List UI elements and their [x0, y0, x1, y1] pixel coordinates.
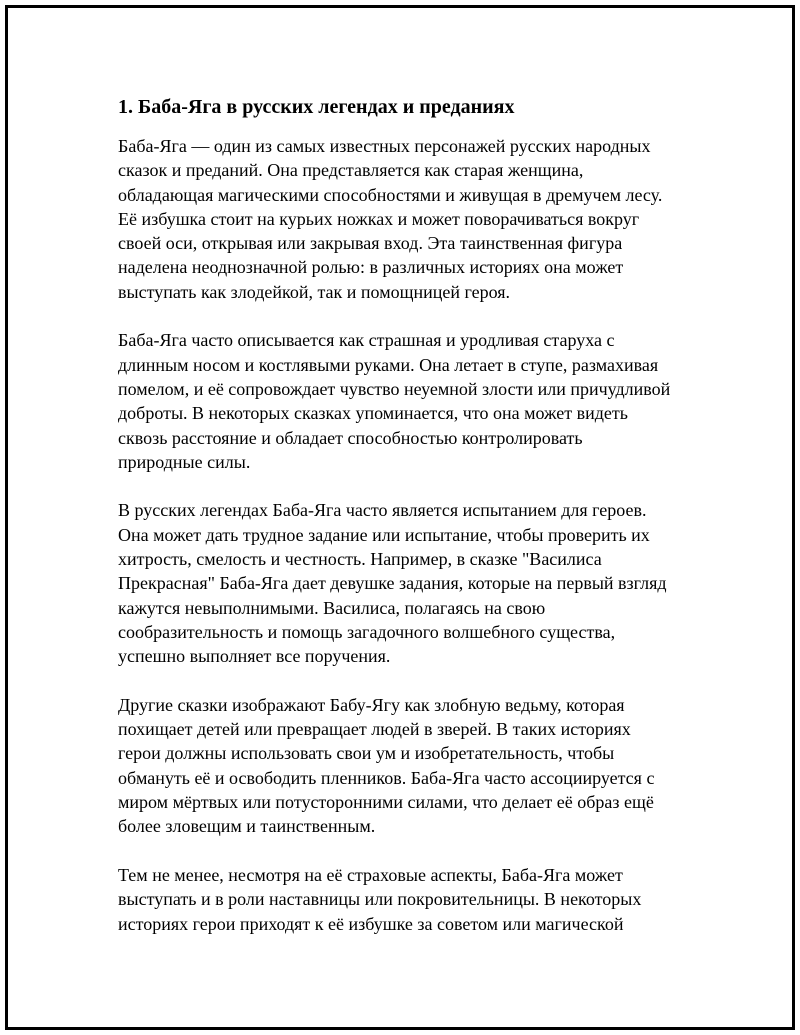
text-line: похищает детей или превращает людей в зверей. В таких историях — [118, 719, 631, 740]
text-line: обладающая магическими способностями и живущая в дремучем лесу. — [118, 184, 663, 205]
text-line: хитрость, смелость и честность. Например, в сказке "Василиса — [118, 549, 602, 570]
text-line: сказок и преданий. Она представляется как старая женщина, — [118, 160, 584, 181]
text-line: Другие сказки изображают Бабу-Ягу как злобную ведьму, которая — [118, 694, 625, 715]
text-line: кажутся невыполнимыми. Василиса, полагаясь на свою — [118, 597, 546, 618]
text-line: миром мёртвых или потусторонними силами, что делает её образ ещё — [118, 792, 654, 813]
text-line: наделена неоднозначной ролью: в различных историях она может — [118, 257, 624, 278]
paragraph — [118, 498, 698, 668]
text-line: сквозь расстояние и обладает способностью контролировать — [118, 427, 583, 448]
text-line: доброты. В некоторых сказках упоминается, что она может видеть — [118, 403, 628, 424]
text-line: Баба-Яга — один из самых известных персонажей русских народных — [118, 136, 651, 156]
text-line: Прекрасная" Баба-Яга дает девушке задания, которые на первый взгляд — [118, 573, 667, 594]
text-line: длинным носом и костлявыми руками. Она летает в ступе, размахивая — [118, 354, 659, 375]
text-line: Баба-Яга часто описывается как страшная и уродливая старуха с — [118, 330, 615, 351]
text-line: природные силы. — [118, 451, 251, 472]
text-line: Тем не менее, несмотря на её страховые аспекты, Баба-Яга может — [118, 864, 623, 885]
paragraph — [118, 328, 698, 474]
text-line: обмануть её и освободить пленников. Баба-Яга часто ассоциируется с — [118, 767, 655, 788]
text-line: помелом, и её сопровождает чувство неуемной злости или причудливой — [118, 378, 671, 399]
text-line: Она может дать трудное задание или испытание, чтобы проверить их — [118, 524, 650, 545]
paragraph — [118, 134, 698, 304]
section-heading: 1. Баба-Яга в русских легендах и преданиях — [118, 96, 515, 118]
text-line: герои должны использовать свои ум и изобретательность, чтобы — [118, 743, 615, 764]
text-line: более зловещим и таинственным. — [118, 816, 376, 837]
text-line: историях герои приходят к её избушке за советом или магической — [118, 913, 624, 934]
text-line: сообразительность и помощь загадочного волшебного существа, — [118, 621, 616, 642]
text-line: выступать и в роли наставницы или покровительницы. В некоторых — [118, 889, 642, 910]
text-line: Её избушка стоит на курьих ножках и может поворачиваться вокруг — [118, 208, 640, 229]
paragraph — [118, 863, 698, 936]
text-line: выступать как злодейкой, так и помощницей героя. — [118, 281, 511, 302]
document-body — [118, 94, 698, 960]
text-line: успешно выполняет все поручения. — [118, 646, 391, 667]
text-line: В русских легендах Баба-Яга часто является испытанием для героев. — [118, 500, 647, 521]
text-line: своей оси, открывая или закрывая вход. Эта таинственная фигура — [118, 233, 623, 254]
paragraph — [118, 693, 698, 839]
